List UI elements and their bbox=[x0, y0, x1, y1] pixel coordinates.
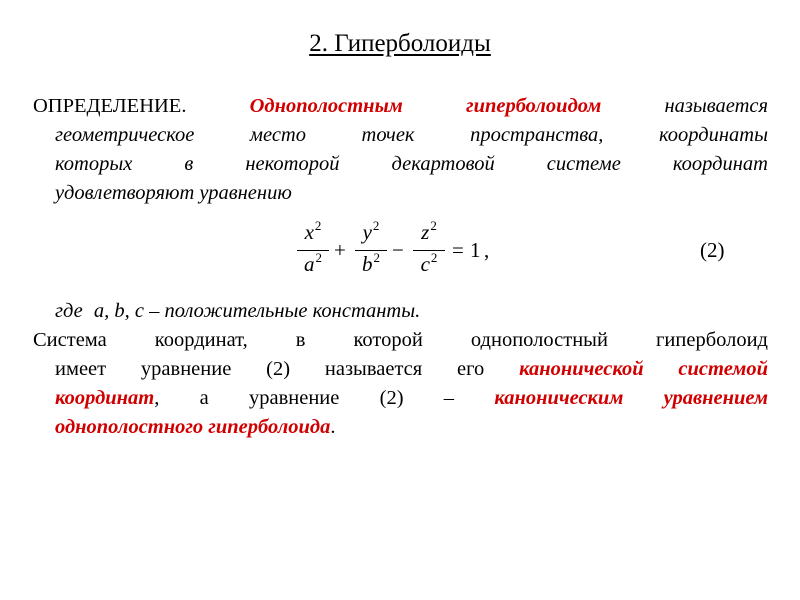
canonical-paragraph bbox=[33, 326, 768, 446]
paragraph-line-1: Система координат, в которой однополостный гиперболоид bbox=[33, 329, 768, 351]
definition-line-1 bbox=[33, 92, 768, 121]
paragraph-line-2 bbox=[55, 355, 768, 384]
plus-sign: + bbox=[334, 238, 346, 262]
fraction-denominator: $b^2$ bbox=[362, 250, 380, 276]
definition-block bbox=[33, 92, 768, 212]
formula-comma: , bbox=[484, 238, 490, 262]
definition-label: ОПРЕДЕЛЕНИЕ. bbox=[33, 95, 187, 117]
fraction-bar bbox=[413, 250, 445, 251]
constants-where: где bbox=[55, 300, 83, 322]
constants-line bbox=[55, 297, 555, 326]
constants-text bbox=[55, 297, 420, 326]
paragraph-line-3 bbox=[55, 384, 768, 413]
constants-rest: – положительные константы. bbox=[149, 300, 421, 322]
fraction-bar bbox=[355, 250, 387, 251]
fraction-denominator: $c^2$ bbox=[420, 250, 438, 276]
canonical-equation-term-end: однополостного гиперболоида bbox=[55, 416, 331, 438]
canonical-equation-term: каноническим уравнением bbox=[494, 387, 769, 409]
canonical-system-term-end: координат bbox=[55, 387, 155, 409]
fraction-numerator: $x^2$ bbox=[304, 218, 322, 244]
canonical-system-term: канонической системой bbox=[519, 358, 768, 380]
slide-title: 2. Гиперболоиды bbox=[309, 30, 491, 57]
definition-line-1-end: называется bbox=[664, 95, 769, 117]
definition-term: Однополостным гиперболоидом bbox=[249, 95, 602, 117]
fraction-bar bbox=[297, 250, 329, 251]
right-hand-side: 1 bbox=[470, 238, 481, 262]
definition-line-2: геометрическое место точек пространства, координаты bbox=[55, 124, 768, 146]
paragraph-line-2-text: имеет уравнение (2) называется его bbox=[55, 358, 485, 380]
paragraph-line-3-text: , а уравнение (2) – bbox=[154, 387, 455, 409]
definition-line-4: удовлетворяют уравнению bbox=[55, 182, 292, 204]
paragraph-line-4 bbox=[55, 413, 335, 442]
fraction-numerator: $z^2$ bbox=[421, 218, 437, 244]
fraction-denominator: $a^2$ bbox=[304, 250, 322, 276]
equation-number: (2) bbox=[700, 238, 725, 262]
definition-line-3: которых в некоторой декартовой системе координат bbox=[55, 153, 768, 175]
fraction-numerator: $y^2$ bbox=[362, 218, 380, 244]
constants-vars: a, b, c bbox=[93, 300, 144, 322]
paragraph-end-period: . bbox=[330, 416, 336, 438]
equals-sign: = bbox=[452, 238, 464, 262]
minus-sign: − bbox=[392, 238, 404, 262]
